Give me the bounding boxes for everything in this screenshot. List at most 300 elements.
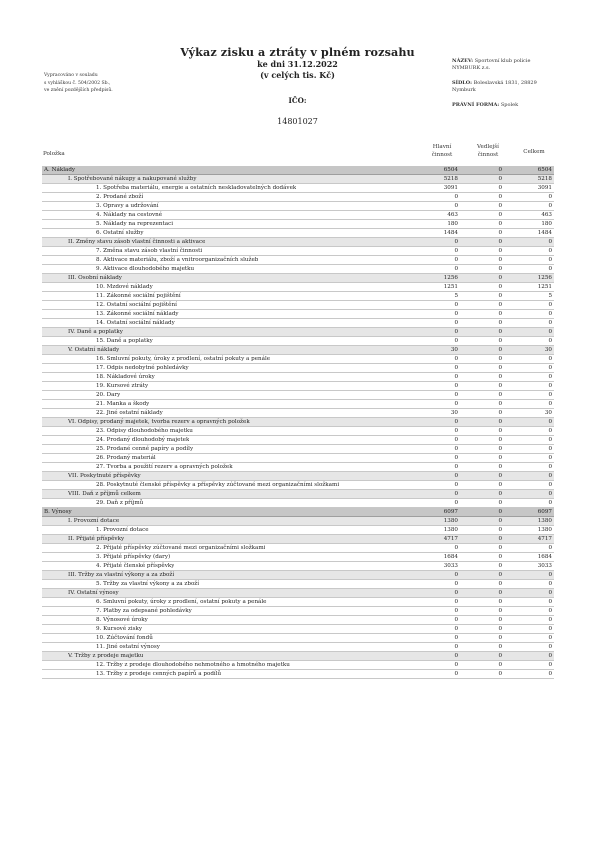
- table-row: [42, 598, 554, 607]
- main-activity-value: 0: [454, 248, 458, 254]
- group-row: [42, 517, 554, 526]
- total-value: 0: [548, 671, 552, 677]
- side-activity-value: 0: [498, 464, 502, 470]
- total-value: 0: [548, 383, 552, 389]
- total-value: 0: [548, 401, 552, 407]
- main-activity-value: 1256: [443, 275, 458, 281]
- side-activity-value: 0: [498, 365, 502, 371]
- row-label: 23. Odpisy dlouhodobého majetku: [96, 428, 193, 434]
- row-label: A. Náklady: [44, 167, 76, 173]
- main-activity-value: 0: [454, 626, 458, 632]
- org-name-label: NÁZEV:: [452, 58, 474, 64]
- main-activity-value: 1380: [443, 527, 458, 533]
- main-activity-value: 0: [454, 329, 458, 335]
- table-row: [42, 607, 554, 616]
- side-activity-value: 0: [498, 572, 502, 578]
- table-row: [42, 625, 554, 634]
- side-activity-value: 0: [498, 203, 502, 209]
- total-value: 0: [548, 437, 552, 443]
- side-activity-value: 0: [498, 293, 502, 299]
- row-label: 7. Platby za odepsané pohledávky: [96, 608, 192, 614]
- table-row: [42, 427, 554, 436]
- total-value: 0: [548, 419, 552, 425]
- total-value: 0: [548, 464, 552, 470]
- group-row: [42, 274, 554, 283]
- ico-label: IČO:: [288, 96, 307, 105]
- main-activity-value: 0: [454, 302, 458, 308]
- row-label: 1. Provozní dotace: [96, 527, 149, 533]
- table-row: [42, 670, 554, 679]
- side-activity-value: 0: [498, 257, 502, 263]
- main-activity-value: 0: [454, 203, 458, 209]
- row-label: I. Spotřebované nákupy a nakupované služby: [68, 176, 197, 182]
- row-label: 22. Jiné ostatní náklady: [96, 410, 163, 416]
- row-label: 16. Smluvní pokuty, úroky z prodlení, ostatní pokuty a penále: [96, 356, 271, 362]
- side-activity-value: 0: [498, 635, 502, 641]
- side-activity-value: 0: [498, 662, 502, 668]
- report-header: [160, 45, 435, 127]
- side-activity-value: 0: [498, 563, 502, 569]
- row-label: 6. Ostatní služby: [96, 230, 144, 236]
- table-row: [42, 364, 554, 373]
- table-row: [42, 454, 554, 463]
- table-row: [42, 553, 554, 562]
- total-value: 0: [548, 446, 552, 452]
- side-activity-value: 0: [498, 302, 502, 308]
- table-row: [42, 643, 554, 652]
- row-label: 12. Tržby z prodeje dlouhodobého nehmotného a hmotného majetku: [96, 662, 290, 668]
- side-activity-value: 0: [498, 356, 502, 362]
- total-value: 0: [548, 428, 552, 434]
- table-row: [42, 283, 554, 292]
- side-activity-value: 0: [498, 608, 502, 614]
- total-value: 5: [548, 293, 552, 299]
- total-value: 0: [548, 581, 552, 587]
- row-label: II. Změny stavu zásob vlastní činnosti a aktivace: [68, 239, 206, 245]
- group-row: [42, 346, 554, 355]
- row-label: 4. Náklady na cestovné: [96, 212, 163, 218]
- total-value: 0: [548, 320, 552, 326]
- total-value: 0: [548, 545, 552, 551]
- table-row: [42, 391, 554, 400]
- table-row: [42, 616, 554, 625]
- total-value: 0: [548, 500, 552, 506]
- main-activity-value: 1684: [443, 554, 458, 560]
- group-row: [42, 652, 554, 661]
- total-value: 0: [548, 572, 552, 578]
- total-value: 0: [548, 482, 552, 488]
- row-label: 27. Tvorba a použití rezerv a opravných položek: [96, 464, 233, 470]
- main-activity-value: 0: [454, 320, 458, 326]
- total-value: 0: [548, 473, 552, 479]
- main-activity-value: 0: [454, 635, 458, 641]
- row-label: 5. Náklady na reprezentaci: [96, 221, 174, 227]
- total-value: 0: [548, 194, 552, 200]
- main-activity-value: 6097: [443, 509, 458, 515]
- main-activity-value: 0: [454, 356, 458, 362]
- table-row: [42, 562, 554, 571]
- main-activity-value: 5: [454, 293, 458, 299]
- row-label: V. Ostatní náklady: [68, 347, 120, 353]
- side-activity-value: 0: [498, 329, 502, 335]
- row-label: 13. Tržby z prodeje cenných papírů a podílů: [96, 671, 222, 677]
- row-label: I. Provozní dotace: [68, 518, 120, 524]
- main-activity-value: 0: [454, 239, 458, 245]
- row-label: 4. Přijaté členské příspěvky: [96, 563, 175, 569]
- total-value: 0: [548, 626, 552, 632]
- side-activity-value: 0: [498, 509, 502, 515]
- row-label: V. Tržby z prodeje majetku: [68, 653, 144, 659]
- side-activity-value: 0: [498, 590, 502, 596]
- org-form-value: Spolek: [500, 101, 519, 108]
- row-label: VI. Odpisy, prodaný majetek, tvorba rezerv a opravných položek: [68, 419, 250, 425]
- side-activity-value: 0: [498, 392, 502, 398]
- row-label: 18. Nákladové úroky: [96, 374, 155, 380]
- column-header-side-line1: Vedlejší: [477, 144, 499, 150]
- column-header-item: Položka: [43, 151, 65, 157]
- row-label: III. Tržby za vlastní výkony a za zboží: [68, 572, 175, 578]
- side-activity-value: 0: [498, 275, 502, 281]
- row-label: 11. Jiné ostatní výnosy: [96, 644, 160, 650]
- table-row: [42, 247, 554, 256]
- table-row: [42, 220, 554, 229]
- side-activity-value: 0: [498, 599, 502, 605]
- total-value: 0: [548, 491, 552, 497]
- total-value: 3091: [537, 185, 552, 191]
- side-activity-value: 0: [498, 482, 502, 488]
- table-row: [42, 409, 554, 418]
- side-activity-value: 0: [498, 167, 502, 173]
- main-activity-value: 0: [454, 257, 458, 263]
- side-activity-value: 0: [498, 671, 502, 677]
- group-row: [42, 589, 554, 598]
- table-row: [42, 544, 554, 553]
- total-value: 6097: [537, 509, 552, 515]
- table-row: [42, 400, 554, 409]
- org-name-block: [452, 58, 587, 73]
- total-value: 30: [544, 347, 552, 353]
- side-activity-value: 0: [498, 239, 502, 245]
- main-activity-value: 0: [454, 392, 458, 398]
- side-activity-value: 0: [498, 338, 502, 344]
- side-activity-value: 0: [498, 383, 502, 389]
- side-activity-value: 0: [498, 221, 502, 227]
- table-row: [42, 355, 554, 364]
- main-activity-value: 0: [454, 590, 458, 596]
- total-value: 0: [548, 635, 552, 641]
- main-activity-value: 0: [454, 419, 458, 425]
- row-label: 28. Poskytnuté členské příspěvky a příspěvky zúčtované mezi organizačními složkami: [96, 482, 340, 488]
- side-activity-value: 0: [498, 320, 502, 326]
- total-value: 0: [548, 338, 552, 344]
- main-activity-value: 30: [450, 347, 458, 353]
- org-seat-label: SÍDLO:: [452, 79, 473, 86]
- side-activity-value: 0: [498, 185, 502, 191]
- group-row: [42, 328, 554, 337]
- table-row: [42, 382, 554, 391]
- main-activity-value: 0: [454, 608, 458, 614]
- side-activity-value: 0: [498, 581, 502, 587]
- row-label: 9. Aktivace dlouhodobého majetku: [96, 266, 195, 272]
- main-activity-value: 0: [454, 644, 458, 650]
- row-label: 12. Ostatní sociální pojištění: [96, 302, 177, 308]
- main-activity-value: 0: [454, 545, 458, 551]
- side-activity-value: 0: [498, 455, 502, 461]
- main-activity-value: 0: [454, 446, 458, 452]
- legal-note: [44, 72, 154, 95]
- table-row: [42, 310, 554, 319]
- main-activity-value: 4717: [443, 536, 458, 542]
- row-label: 3. Opravy a udržování: [96, 203, 159, 209]
- main-activity-value: 0: [454, 473, 458, 479]
- main-activity-value: 1484: [443, 230, 458, 236]
- row-label: 14. Ostatní sociální náklady: [96, 320, 175, 326]
- legal-note-line: s vyhláškou č. 504/2002 Sb.,: [44, 80, 111, 86]
- main-activity-value: 0: [454, 266, 458, 272]
- column-header-main-activity: [422, 144, 462, 159]
- side-activity-value: 0: [498, 194, 502, 200]
- row-label: III. Osobní náklady: [68, 275, 122, 281]
- row-label: 6. Smluvní pokuty, úroky z prodlení, ostatní pokuty a penále: [96, 599, 267, 605]
- main-activity-value: 0: [454, 662, 458, 668]
- column-header-side-activity: [468, 144, 508, 159]
- total-value: 0: [548, 374, 552, 380]
- main-activity-value: 5218: [443, 176, 458, 182]
- table-row: [42, 499, 554, 508]
- row-label: B. Výnosy: [44, 509, 72, 515]
- row-label: 19. Kursové ztráty: [96, 383, 149, 389]
- side-activity-value: 0: [498, 437, 502, 443]
- table-row: [42, 229, 554, 238]
- row-label: 8. Aktivace materiálu, zboží a vnitroorganizačních služeb: [96, 257, 259, 263]
- side-activity-value: 0: [498, 653, 502, 659]
- total-value: 4717: [537, 536, 552, 542]
- row-label: VIII. Daň z příjmů celkem: [68, 491, 141, 497]
- main-activity-value: 0: [454, 311, 458, 317]
- row-label: 11. Zákonné sociální pojištění: [96, 293, 181, 299]
- side-activity-value: 0: [498, 473, 502, 479]
- side-activity-value: 0: [498, 536, 502, 542]
- side-activity-value: 0: [498, 545, 502, 551]
- total-value: 0: [548, 302, 552, 308]
- org-name-value-cont: NYMBURK z.s.: [452, 65, 491, 72]
- main-activity-value: 0: [454, 437, 458, 443]
- table-row: [42, 193, 554, 202]
- main-activity-value: 0: [454, 383, 458, 389]
- table-row: [42, 373, 554, 382]
- legal-note-line: Vypracováno v souladu: [44, 73, 98, 78]
- main-activity-value: 0: [454, 482, 458, 488]
- side-activity-value: 0: [498, 212, 502, 218]
- main-activity-value: 6504: [443, 167, 458, 173]
- report-title: Výkaz zisku a ztráty v plném rozsahu: [180, 45, 415, 59]
- org-form-block: [452, 102, 587, 109]
- table-row: [42, 265, 554, 274]
- group-row: [42, 490, 554, 499]
- row-label: 10. Zúčtování fondů: [96, 635, 153, 641]
- side-activity-value: 0: [498, 446, 502, 452]
- total-value: 0: [548, 203, 552, 209]
- side-activity-value: 0: [498, 617, 502, 623]
- table-row: [42, 445, 554, 454]
- side-activity-value: 0: [498, 284, 502, 290]
- total-value: 0: [548, 590, 552, 596]
- side-activity-value: 0: [498, 626, 502, 632]
- section-row: [42, 508, 554, 517]
- total-value: 0: [548, 248, 552, 254]
- main-activity-value: 3091: [443, 185, 458, 191]
- ico-value: 14801027: [277, 117, 318, 126]
- main-activity-value: 0: [454, 491, 458, 497]
- section-row: [42, 166, 554, 175]
- table-row: [42, 202, 554, 211]
- org-seat-value-cont: Nymburk: [452, 87, 476, 94]
- side-activity-value: 0: [498, 554, 502, 560]
- row-label: 13. Zákonné sociální náklady: [96, 311, 179, 317]
- row-label: 1. Spotřeba materiálu, energie a ostatních neskladovatelných dodávek: [96, 185, 297, 191]
- total-value: 0: [548, 239, 552, 245]
- side-activity-value: 0: [498, 419, 502, 425]
- row-label: 2. Přijaté příspěvky zúčtované mezi organizačními složkami: [96, 545, 266, 551]
- table-row: [42, 184, 554, 193]
- total-value: 180: [541, 221, 552, 227]
- row-label: 5. Tržby za vlastní výkony a za zboží: [96, 581, 200, 587]
- org-name-value: Sportovní klub policie: [474, 58, 531, 64]
- row-label: IV. Daně a poplatky: [68, 329, 123, 335]
- main-activity-value: 0: [454, 599, 458, 605]
- row-label: 26. Prodaný materiál: [96, 455, 156, 461]
- row-label: 17. Odpis nedobytné pohledávky: [96, 365, 189, 371]
- income-statement-table: [42, 166, 554, 679]
- row-label: 3. Přijaté příspěvky (dary): [96, 554, 171, 560]
- main-activity-value: 0: [454, 671, 458, 677]
- row-label: 29. Daň z příjmů: [96, 500, 144, 506]
- row-label: 24. Prodaný dlouhodobý majetek: [96, 437, 190, 443]
- table-row: [42, 292, 554, 301]
- total-value: 1251: [537, 284, 552, 290]
- row-label: II. Přijaté příspěvky: [68, 536, 125, 542]
- row-label: 2. Prodané zboží: [96, 194, 144, 200]
- table-row: [42, 481, 554, 490]
- table-row: [42, 337, 554, 346]
- side-activity-value: 0: [498, 491, 502, 497]
- main-activity-value: 463: [447, 212, 458, 218]
- main-activity-value: 0: [454, 194, 458, 200]
- table-row: [42, 211, 554, 220]
- main-activity-value: 180: [447, 221, 458, 227]
- total-value: 1380: [537, 518, 552, 524]
- group-row: [42, 175, 554, 184]
- column-header-main-line2: činnost: [431, 151, 453, 158]
- group-row: [42, 418, 554, 427]
- total-value: 0: [548, 329, 552, 335]
- group-row: [42, 238, 554, 247]
- total-value: 30: [544, 410, 552, 416]
- total-value: 1484: [537, 230, 552, 236]
- main-activity-value: 0: [454, 401, 458, 407]
- total-value: 0: [548, 311, 552, 317]
- total-value: 1684: [537, 554, 552, 560]
- total-value: 463: [541, 212, 552, 218]
- side-activity-value: 0: [498, 644, 502, 650]
- side-activity-value: 0: [498, 410, 502, 416]
- table-row: [42, 526, 554, 535]
- table-row: [42, 436, 554, 445]
- total-value: 0: [548, 392, 552, 398]
- total-value: 0: [548, 356, 552, 362]
- total-value: 0: [548, 644, 552, 650]
- row-label: IV. Ostatní výnosy: [68, 590, 119, 596]
- report-date: ke dni 31.12.2022: [257, 59, 338, 69]
- main-activity-value: 1380: [443, 518, 458, 524]
- side-activity-value: 0: [498, 176, 502, 182]
- side-activity-value: 0: [498, 311, 502, 317]
- table-row: [42, 661, 554, 670]
- total-value: 5218: [537, 176, 552, 182]
- main-activity-value: 0: [454, 572, 458, 578]
- main-activity-value: 0: [454, 338, 458, 344]
- side-activity-value: 0: [498, 500, 502, 506]
- main-activity-value: 1251: [443, 284, 458, 290]
- org-form-label: PRÁVNÍ FORMA:: [452, 101, 500, 108]
- row-label: 15. Daně a poplatky: [96, 338, 153, 344]
- legal-note-line: ve znění pozdějších předpisů.: [44, 88, 113, 94]
- total-value: 0: [548, 599, 552, 605]
- main-activity-value: 0: [454, 653, 458, 659]
- table-row: [42, 256, 554, 265]
- report-units: (v celých tis. Kč): [260, 70, 335, 80]
- total-value: 0: [548, 617, 552, 623]
- total-value: 6504: [537, 167, 552, 173]
- organization-info: [452, 58, 587, 116]
- side-activity-value: 0: [498, 230, 502, 236]
- row-label: 10. Mzdové náklady: [96, 284, 153, 290]
- total-value: 0: [548, 266, 552, 272]
- row-label: VII. Poskytnuté příspěvky: [68, 473, 141, 479]
- side-activity-value: 0: [498, 374, 502, 380]
- group-row: [42, 535, 554, 544]
- total-value: 0: [548, 608, 552, 614]
- side-activity-value: 0: [498, 248, 502, 254]
- main-activity-value: 0: [454, 374, 458, 380]
- main-activity-value: 0: [454, 428, 458, 434]
- row-label: 20. Dary: [96, 392, 121, 398]
- main-activity-value: 0: [454, 500, 458, 506]
- main-activity-value: 0: [454, 365, 458, 371]
- org-seat-value: Boleslavská 1831, 28829: [473, 79, 537, 86]
- table-row: [42, 580, 554, 589]
- main-activity-value: 0: [454, 455, 458, 461]
- group-row: [42, 472, 554, 481]
- row-label: 9. Kursové zisky: [96, 626, 143, 632]
- side-activity-value: 0: [498, 266, 502, 272]
- table-row: [42, 634, 554, 643]
- total-value: 0: [548, 365, 552, 371]
- row-label: 8. Výnosové úroky: [96, 617, 148, 623]
- main-activity-value: 0: [454, 464, 458, 470]
- column-header-main-line1: Hlavní: [432, 144, 452, 150]
- org-seat-block: [452, 80, 587, 95]
- side-activity-value: 0: [498, 527, 502, 533]
- main-activity-value: 30: [450, 410, 458, 416]
- total-value: 1380: [537, 527, 552, 533]
- column-header-side-line2: činnost: [477, 151, 499, 158]
- table-row: [42, 463, 554, 472]
- side-activity-value: 0: [498, 428, 502, 434]
- side-activity-value: 0: [498, 401, 502, 407]
- side-activity-value: 0: [498, 347, 502, 353]
- column-header-total: Celkem: [523, 149, 545, 155]
